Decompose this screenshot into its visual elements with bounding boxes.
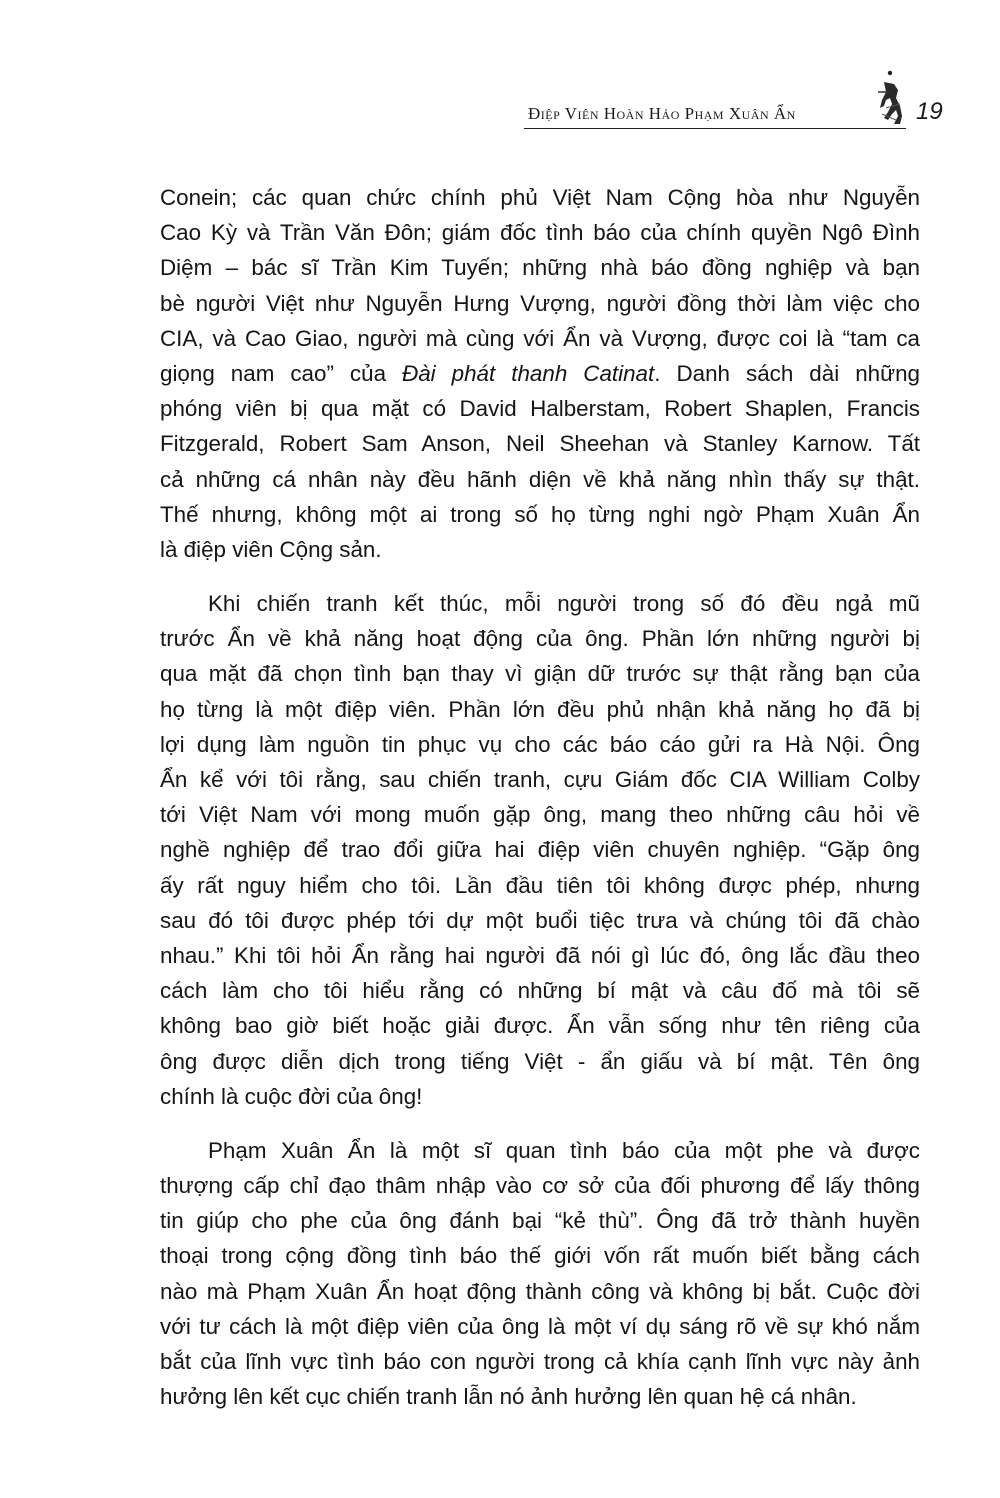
text-line: nhau.” Khi tôi hỏi Ẩn rằng hai người đã nói gì lúc đó, ông lắc đầu theo [160, 942, 920, 968]
text-line: bè người Việt như Nguyễn Hưng Vượng, người đồng thời làm việc cho [160, 290, 920, 316]
text-line: không bao giờ biết hoặc giải được. Ẩn vẫn sống như tên riêng của [160, 1013, 920, 1039]
text-line: thoại trong cộng đồng tình báo thế giới vốn rất muốn biết bằng cách [160, 1243, 920, 1269]
text-line: Khi chiến tranh kết thúc, mỗi người trong số đó đều ngả mũ [208, 591, 920, 617]
text-line: Diệm – bác sĩ Trần Kim Tuyến; những nhà báo đồng nghiệp và bạn [160, 255, 920, 281]
running-header [524, 96, 906, 129]
page-number: 19 [916, 98, 943, 125]
paragraph [160, 586, 920, 1114]
text-line: Thế nhưng, không một ai trong số họ từng nghi ngờ Phạm Xuân Ẩn [160, 501, 920, 527]
text-line: bắt của lĩnh vực tình báo con người trong cả khía cạnh lĩnh vực này ảnh [160, 1349, 920, 1374]
text-line: Cao Kỳ và Trần Văn Đôn; giám đốc tình báo của chính quyền Ngô Đình [160, 220, 920, 246]
paragraph [160, 180, 920, 567]
text-line: ấy rất nguy hiểm cho tôi. Lần đầu tiên tôi không được phép, nhưng [160, 872, 920, 898]
text-line: hưởng lên kết cục chiến tranh lẫn nó ảnh hưởng lên quan hệ cá nhân. [160, 1384, 857, 1410]
text-segment: . Danh sách dài những [654, 360, 920, 386]
text-line: cả những cá nhân này đều hãnh diện về khả năng nhìn thấy sự thật. [160, 466, 920, 492]
text-line: Phạm Xuân Ẩn là một sĩ quan tình báo của một phe và được [208, 1137, 920, 1163]
text-line: Fitzgerald, Robert Sam Anson, Neil Sheehan và Stanley Karnow. Tất [160, 431, 920, 457]
text-line: thượng cấp chỉ đạo thâm nhập vào cơ sở của đối phương để lấy thông [160, 1173, 920, 1199]
text-line: qua mặt đã chọn tình bạn thay vì giận dữ trước sự thật rằng bạn của [160, 661, 920, 687]
text-line: sau đó tôi được phép tới dự một buổi tiệc trưa và chúng tôi đã chào [160, 907, 920, 933]
text-line: ông được diễn dịch trong tiếng Việt - ẩn giấu và bí mật. Tên ông [160, 1048, 920, 1074]
body-text [160, 180, 920, 1433]
text-line: nào mà Phạm Xuân Ẩn hoạt động thành công và không bị bắt. Cuộc đời [160, 1278, 920, 1304]
text-line: Ẩn kể với tôi rằng, sau chiến tranh, cựu Giám đốc CIA William Colby [160, 767, 920, 792]
text-line: nghề nghiệp để trao đổi giữa hai điệp viên chuyên nghiệp. “Gặp ông [160, 837, 920, 863]
text-line [160, 356, 920, 391]
text-line: là điệp viên Cộng sản. [160, 536, 382, 562]
italic-title: Đài phát thanh Catinat [402, 360, 655, 386]
text-line: phóng viên bị qua mặt có David Halberstam, Robert Shaplen, Francis [160, 396, 920, 422]
text-segment: giọng nam cao” của [160, 360, 403, 386]
running-title: Điệp Viên Hoàn Hảo Phạm Xuân Ẩn [528, 104, 796, 123]
text-line: cách làm cho tôi hiểu rằng có những bí mật và câu đố mà tôi sẽ [160, 978, 920, 1004]
text-line: Conein; các quan chức chính phủ Việt Nam Cộng hòa như Nguyễn [160, 185, 920, 210]
text-line: họ từng là một điệp viên. Phần lớn đều phủ nhận khả năng họ đã bị [160, 696, 920, 722]
text-line: với tư cách là một điệp viên của ông là một ví dụ sáng rõ về sự khó nắm [160, 1313, 920, 1339]
text-line: tới Việt Nam với mong muốn gặp ông, mang theo những câu hỏi về [160, 802, 920, 828]
text-line: trước Ẩn về khả năng hoạt động của ông. Phần lớn những người bị [160, 626, 920, 652]
text-line: tin giúp cho phe của ông đánh bại “kẻ thù”. Ông đã trở thành huyền [160, 1208, 920, 1234]
paragraph [160, 1133, 920, 1415]
soldier-figure-ornament-icon [870, 68, 910, 130]
text-line: chính là cuộc đời của ông! [160, 1083, 423, 1109]
text-line: lợi dụng làm nguồn tin phục vụ cho các báo cáo gửi ra Hà Nội. Ông [160, 731, 920, 757]
text-line: CIA, và Cao Giao, người mà cùng với Ẩn và Vượng, được coi là “tam ca [160, 325, 920, 351]
